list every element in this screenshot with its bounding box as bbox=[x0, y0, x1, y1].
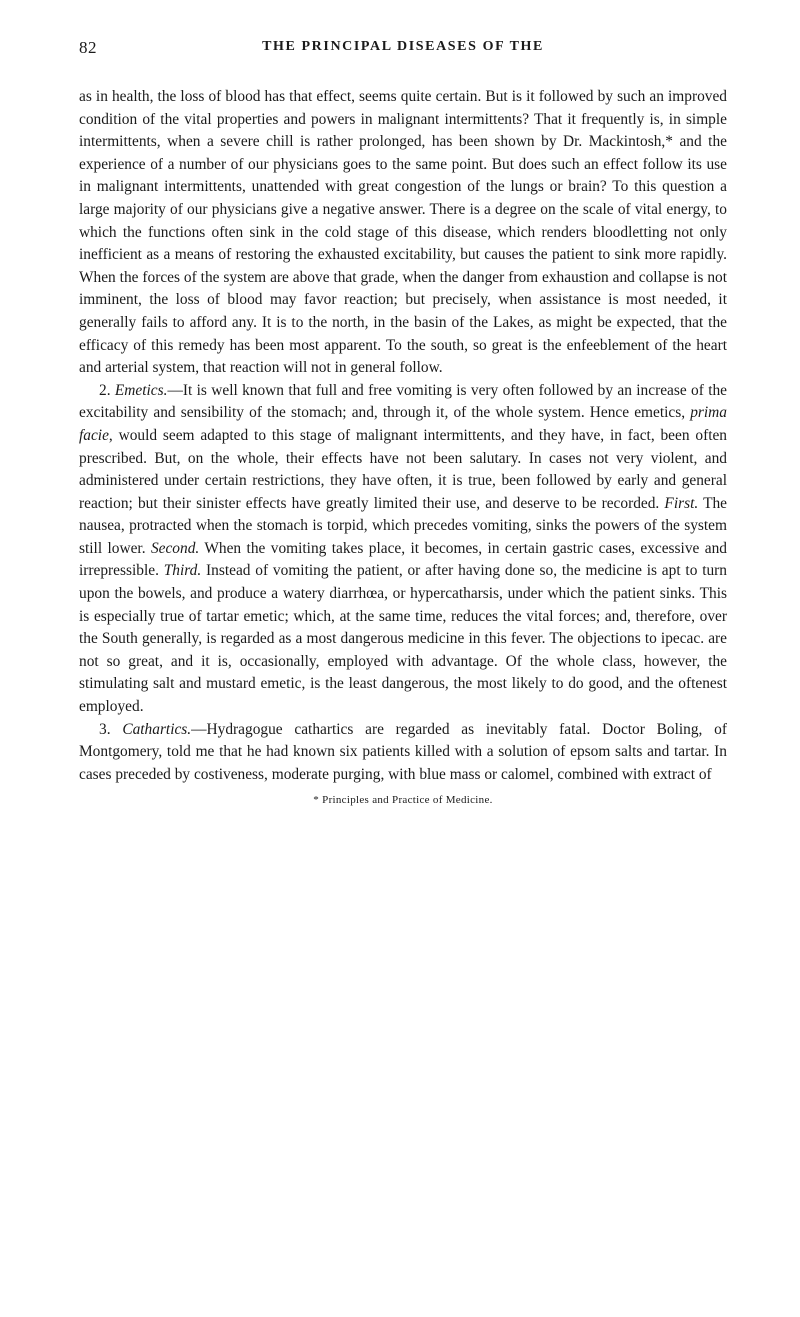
paragraph-text: —It is well known that full and free vomiting is very often followed by an increase of the excitability and sensibility of the stomach; and, through it, of the whole system. Hence emetics, bbox=[79, 381, 728, 422]
running-head: THE PRINCIPAL DISEASES OF THE bbox=[262, 39, 544, 54]
page-number: 82 bbox=[79, 38, 97, 57]
book-page bbox=[79, 38, 727, 806]
enumeration-third: Third. bbox=[163, 562, 202, 580]
section-heading-cathartics: Cathartics. bbox=[122, 720, 192, 738]
paragraph-text: —Hydragogue cathartics are regarded as inevitably fatal. Doctor Boling, of Montgomery, told me that he had known six patients killed with a solution of epsom salts and tartar. In cases preceded by costiveness, moderate purging, with blue mass or calomel, combined with extract of bbox=[79, 720, 727, 783]
latin-phrase: prima facie bbox=[79, 404, 727, 444]
paragraph-bloodletting: as in health, the loss of blood has that effect, seems quite certain. But is it followed by such an improved condition of the vital properties and powers in malignant intermittents? That it frequently is, in simple intermittents, when a severe chill is rather prolonged, has been shown by Dr. Mackintosh,* and the experience of a number of our physicians goes to the same point. But does such an effect follow its use in malignant intermittents, unattended with great congestion of the lungs or brain? To this question a large majority of our physicians give a negative answer. There is a degree on the scale of vital energy, to which the functions often sink in the cold stage of this disease, which renders bloodletting not only inefficient as a means of restoring the exhausted excitability, but causes the patient to sink more rapidly. When the forces of the system are above that grade, when the danger from exhaustion and collapse is not imminent, the loss of blood may favor reaction; but precisely, when assistance is most needed, it generally fails to afford any. It is to the north, in the basin of the Lakes, as might be expected, that the efficacy of this remedy has been most apparent. To the south, so great is the enfeeblement of the heart and arterial system, that reaction will not in general follow. bbox=[79, 88, 727, 377]
body-text bbox=[79, 86, 727, 786]
paragraph-text: When the vomiting takes place, it becomes, in certain gastric cases, excessive and irrepressible. bbox=[79, 539, 727, 580]
footnote: * Principles and Practice of Medicine. bbox=[313, 794, 493, 807]
section-number: 2. bbox=[99, 381, 115, 399]
enumeration-second: Second. bbox=[150, 539, 200, 557]
enumeration-first: First. bbox=[664, 494, 699, 512]
paragraph-cathartics bbox=[79, 719, 727, 787]
paragraph-text: Instead of vomiting the patient, or after having done so, the medicine is apt to turn upon the bowels, and produce a watery diarrhœa, or hypercatharsis, under which the patient sinks. This is especially true of tartar emetic; which, at the same time, reduces the vital forces; and, therefore, over the South generally, is regarded as a most dangerous medicine in this fever. The objections to ipecac. are not so great, and it is, occasionally, employed with advantage. Of the whole class, however, the stimulating salt and mustard emetic, is the least dangerous, the most likely to do good, and the oftenest employed. bbox=[79, 562, 728, 716]
paragraph-text: The nausea, protracted when the stomach is torpid, which precedes vomiting, sinks the powers of the system still lower. bbox=[79, 494, 727, 557]
paragraph-emetics bbox=[79, 380, 727, 719]
section-number: 3. bbox=[99, 720, 123, 738]
paragraph-text: , would seem adapted to this stage of malignant intermittents, and they have, in fact, been often prescribed. But, on the whole, their effects have not been salutary. In cases not very violent, and administered under certain restrictions, they have often, it is true, been followed by early and general reaction; but their sinister effects have greatly limited their use, and deserve to be recorded. bbox=[79, 426, 727, 512]
page-header bbox=[79, 38, 727, 62]
section-heading-emetics: Emetics. bbox=[114, 381, 168, 399]
